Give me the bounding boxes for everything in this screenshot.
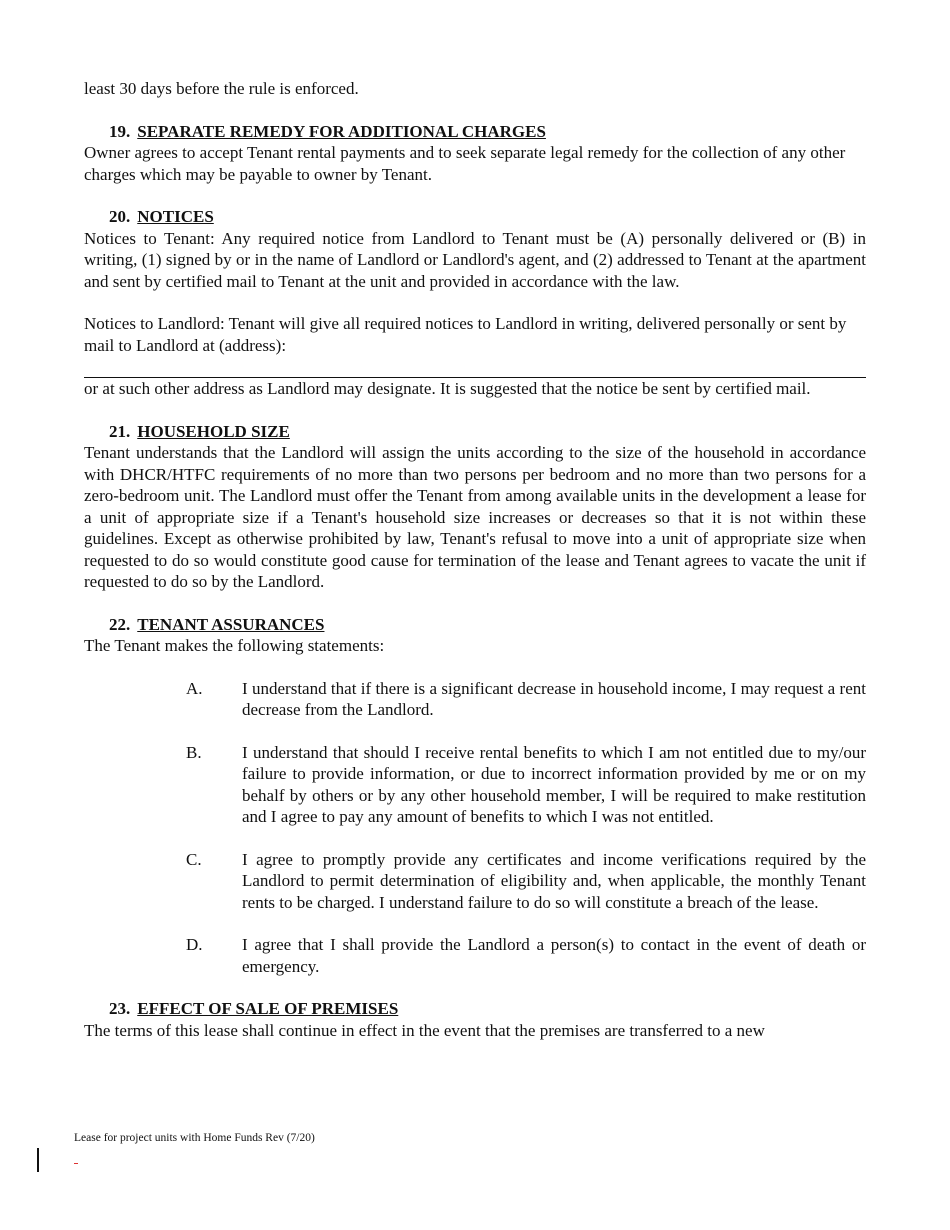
section-body: The terms of this lease shall continue in effect in the event that the premises are transferred to a new bbox=[84, 1020, 765, 1040]
address-blank-line bbox=[84, 357, 866, 378]
section-intro: The Tenant makes the following statements: bbox=[84, 636, 385, 655]
page-footer: Lease for project units with Home Funds Rev (7/20) bbox=[74, 1132, 315, 1144]
revision-mark bbox=[74, 1163, 78, 1164]
assurance-item: C. I agree to promptly provide any certificates and income verifications required by the Landlord to permit determination of eligibility and, when applicable, the monthly Tenant rents to be charged. I understand failure to do so will constitute a breach of the lease. bbox=[186, 849, 866, 912]
assurance-item: D. I agree that I shall provide the Landlord a person(s) to contact in the event of death or emergency. bbox=[186, 935, 866, 976]
section-23 bbox=[84, 998, 866, 1041]
notices-to-landlord: Notices to Landlord: Tenant will give all required notices to Landlord in writing, delivered personally or sent by mail to Landlord at (address): bbox=[84, 314, 847, 355]
section-body: Owner agrees to accept Tenant rental payments and to seek separate legal remedy for the collection of any other charges which may be payable to owner by Tenant. bbox=[84, 143, 846, 184]
section-22 bbox=[84, 614, 866, 978]
section-19 bbox=[84, 121, 866, 186]
assurance-item: B. I understand that should I receive rental benefits to which I am not entitled due to my/our failure to provide information, or due to incorrect information provided by me or on my behalf by others or by any other household member, I will be required to make restitution and I agree to pay any amount of benefits to which I was not entitled. bbox=[186, 742, 866, 826]
revision-bar bbox=[37, 1148, 39, 1172]
document-page bbox=[84, 78, 866, 1041]
lead-in-text: least 30 days before the rule is enforced. bbox=[84, 79, 359, 98]
section-20 bbox=[84, 206, 866, 400]
assurance-item: A. I understand that if there is a significant decrease in household income, I may request a rent decrease from the Landlord. bbox=[186, 678, 866, 719]
section-heading: 23. EFFECT OF SALE OF PREMISES bbox=[109, 999, 399, 1018]
section-heading: 19. SEPARATE REMEDY FOR ADDITIONAL CHARGES bbox=[109, 121, 546, 141]
section-heading: 21. HOUSEHOLD SIZE bbox=[109, 421, 290, 441]
notices-to-tenant: Notices to Tenant: Any required notice from Landlord to Tenant must be (A) personally delivered or (B) in writing, (1) signed by or in the name of Landlord or Landlord's agent, and (2) addressed to Tenant at the apartment and sent by certified mail to Tenant at the unit and provided in accordance with the law. bbox=[84, 228, 866, 291]
section-21 bbox=[84, 421, 866, 593]
section-body: Tenant understands that the Landlord will assign the units according to the size of the household in accordance with DHCR/HTFC requirements of no more than two persons per bedroom and no more than two persons for a zero-bedroom unit. The Landlord must offer the Tenant from among available units in the development a lease for a unit of appropriate size if a Tenant's household size increases or decreases so that it is not within these guidelines. Except as otherwise prohibited by law, Tenant's refusal to move into a unit of appropriate size when requested to do so would constitute good cause for termination of the lease and Tenant agrees to vacate the unit if requested to do so by the Landlord. bbox=[84, 443, 866, 591]
section-heading: 20. NOTICES bbox=[109, 207, 214, 226]
section-heading: 22. TENANT ASSURANCES bbox=[109, 614, 325, 634]
notices-alt-address: or at such other address as Landlord may designate. It is suggested that the notice be sent by certified mail. bbox=[84, 379, 811, 398]
